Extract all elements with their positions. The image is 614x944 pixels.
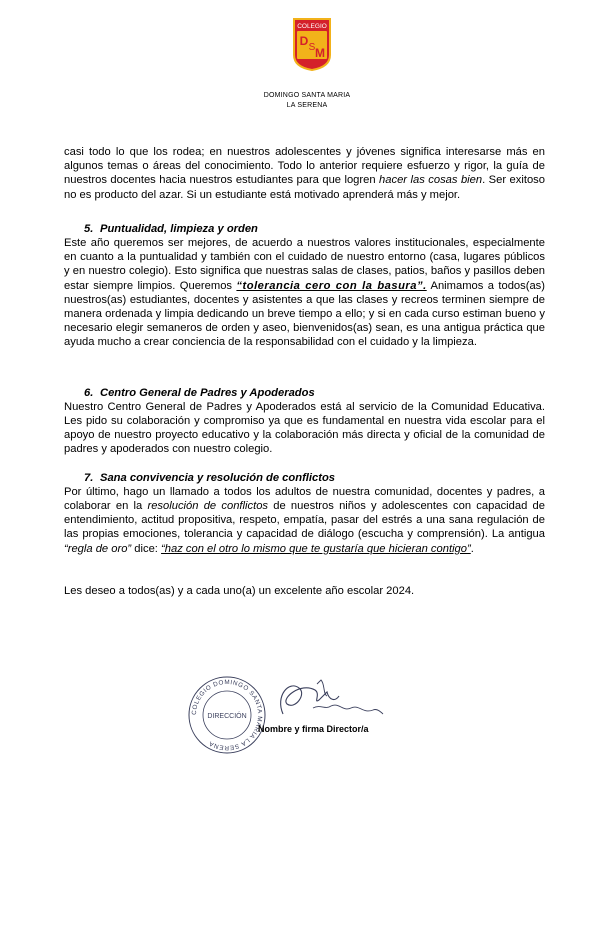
crest-letter-m: M xyxy=(315,46,325,60)
paragraph-section-7: Por último, hago un llamado a todos los adultos de nuestra comunidad, docentes y padres, a colaborar en la resolución de conflictos de nuestros niños y adolescentes con capacidad de entendimiento, actitud propositiva, respeto, empatía, pasar del estrés a una sana regulación de las propias emociones, tolerancia y capacidad de diálogo (escucha y comprensión). La antigua “regla de oro” dice: “haz con el otro lo mismo que te gustaría que hicieran contigo”. xyxy=(64,485,545,555)
quote-tolerancia: “tolerancia cero con la basura”. xyxy=(236,279,427,292)
letter-body xyxy=(64,145,545,598)
section-heading-7: 7. Sana convivencia y resolución de conflictos xyxy=(84,471,336,484)
italic-phrase: hacer las cosas bien xyxy=(379,174,483,187)
crest-letter-d: D xyxy=(299,34,309,48)
school-name: DOMINGO SANTA MARIA xyxy=(263,92,351,99)
crest-letter-s: S xyxy=(308,42,316,53)
paragraph-section-5: Este año queremos ser mejores, de acuerdo a nuestros valores institucionales, especialmente en cuanto a la puntualidad y también con el cuidado de nuestro entorno (casa, lugares públicos y en nuestro colegio). Esto significa que nuestras salas de clases, patios, baños y pasillos deben estar siempre limpios. Queremos “tolerancia cero con la basura”. Animamos a todos(as) nuestros(as) estudiantes, docentes y asistentes a que las clases y recreos terminen siempre de manera ordenada y limpia dedicando un breve tiempo a ello; y si en cada curso estiman bueno y necesario elegir semaneros de orden y aseo, bienvenidos(as) sean, es una antigua práctica que ayuda mucho a crear conciencia de la responsabilidad con el cuidado y la limpieza. xyxy=(64,237,546,349)
school-city: LA SERENA xyxy=(286,102,328,109)
section-heading-5: 5. Puntualidad, limpieza y orden xyxy=(84,222,258,235)
golden-rule-label: “regla de oro” xyxy=(64,542,132,555)
crest-text: COLEGIO xyxy=(297,23,327,30)
signature-caption: Nombre y firma Director/a xyxy=(258,724,369,734)
stamp-ring-text: COLEGIO DOMINGO SANTA MARIA LA SERENA xyxy=(190,678,264,752)
stamp-center-text: DIRECCIÓN xyxy=(207,713,247,720)
closing-wish: Les deseo a todos(as) y a cada uno(a) un excelente año escolar 2024. xyxy=(64,584,415,597)
paragraph-section-6: Nuestro Centro General de Padres y Apoderados está al servicio de la Comunidad Educativa. Les pido su colaboración y compromiso ya que es fundamental en nuestra vida escolar para el apoyo de nuestro proyecto educativo y la colaboración más directa y oficial de la comunidad de padres y apoderados con nuestro colegio. xyxy=(64,400,545,456)
school-crest-logo xyxy=(292,17,332,71)
golden-rule-quote: “haz con el otro lo mismo que te gustaría que hicieran contigo” xyxy=(161,542,471,555)
section-heading-6: 6. Centro General de Padres y Apoderados xyxy=(84,386,315,399)
paragraph-intro-continuation: casi todo lo que los rodea; en nuestros adolescentes y jóvenes significa interesarse más en algunos temas o áreas del conocimiento. Todo lo anterior requiere esfuerzo y rigor, la guía de nuestros docentes hacia nuestros estudiantes para que logren hacer las cosas bien. Ser exitoso no es producto del azar. Si un estudiante está motivado aprenderá más y mejor. xyxy=(64,146,545,201)
